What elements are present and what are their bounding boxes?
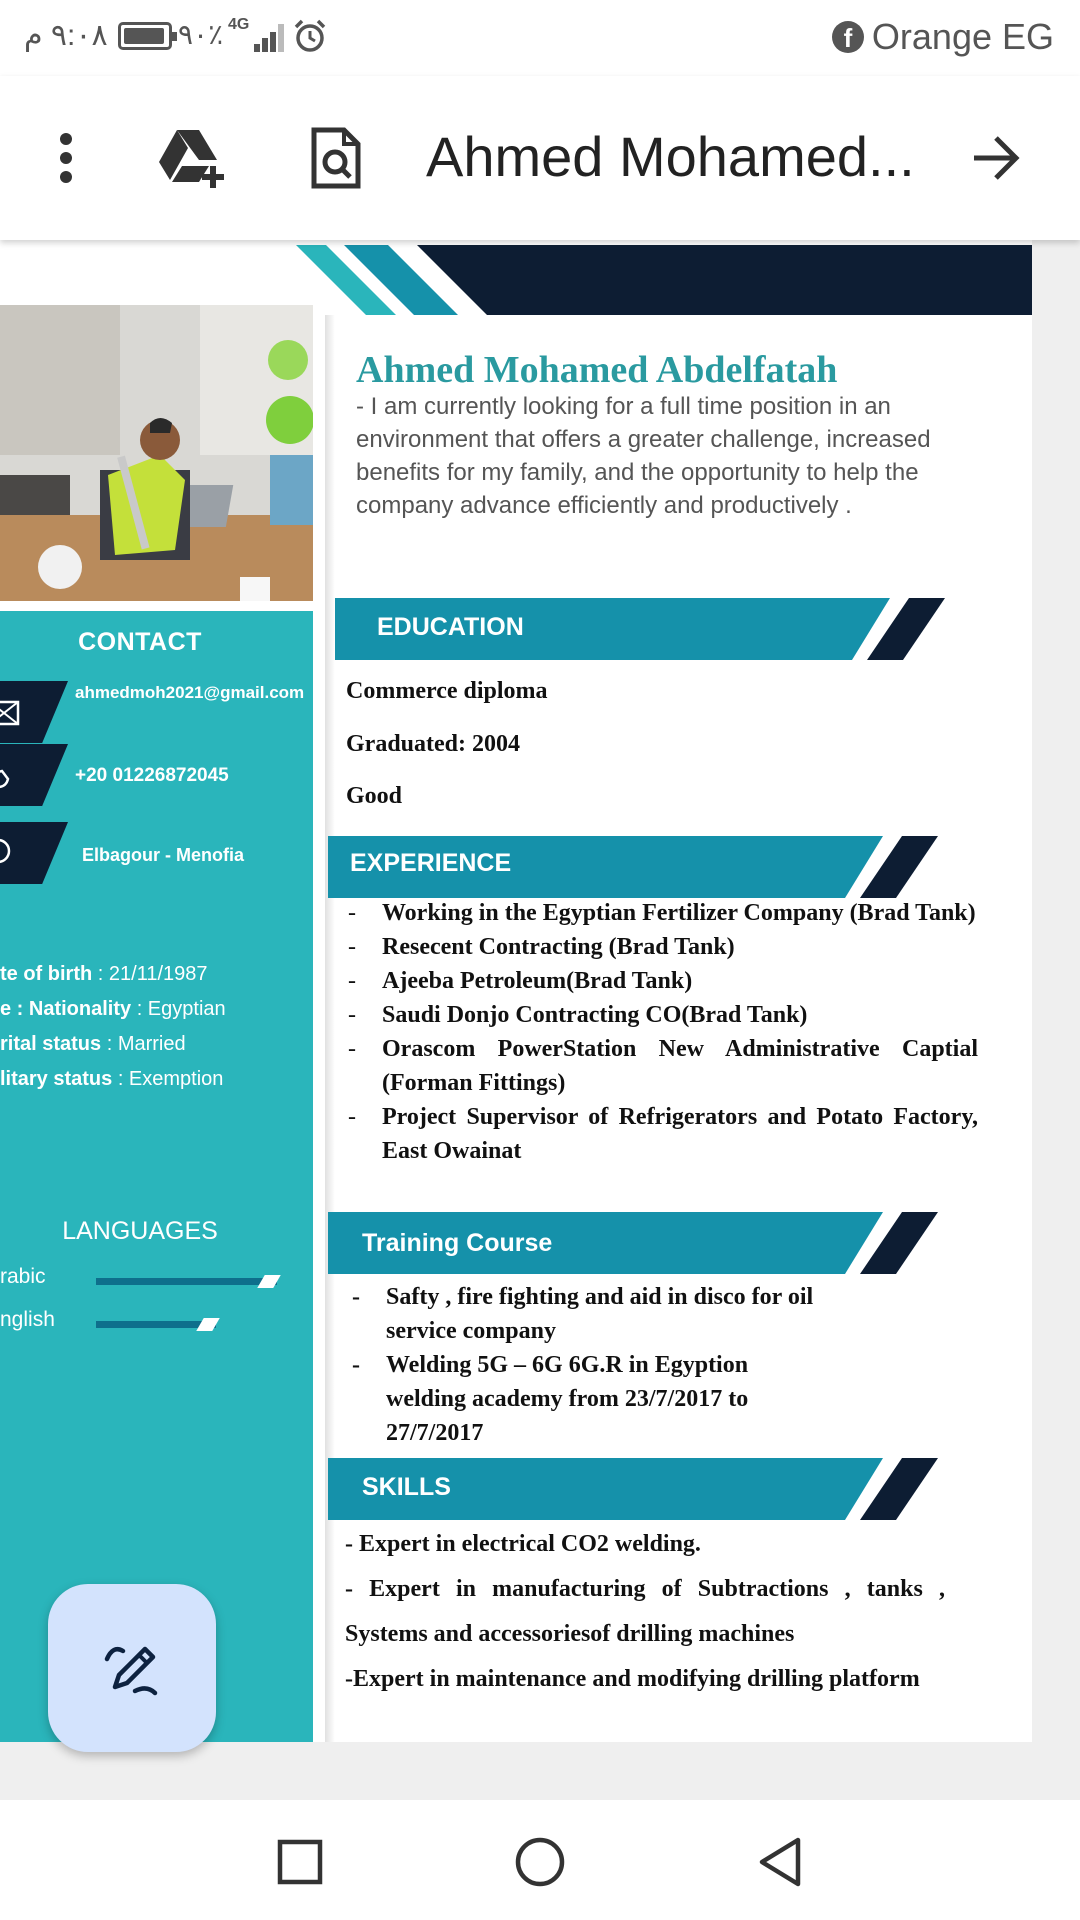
language-arabic-bar [96,1278,286,1285]
list-item: - Project Supervisor of Refrigerators and Potato Factory, East Owainat [348,1100,978,1168]
training-list [352,1280,832,1450]
location-badge [0,822,68,884]
experience-header [328,836,940,898]
more-vert-icon[interactable] [24,116,108,200]
languages-title: LANGUAGES [62,1217,218,1245]
status-bar [0,0,1080,76]
column-divider [313,315,325,1742]
experience-list [348,896,978,1168]
list-item: - Orascom PowerStation New Administrative Captial (Forman Fittings) [348,1032,978,1100]
header-stripe-dark [417,245,1032,315]
contact-email[interactable]: ahmedmoh2021@gmail.com [75,683,305,702]
resume-document[interactable] [0,240,1032,1742]
education-grade: Good [346,783,403,809]
info-birth: te of birth : 21/11/1987 [0,963,208,985]
email-icon [0,696,20,728]
edit-pen-icon [103,1639,161,1697]
phone-badge [0,744,68,806]
info-nationality: e : Nationality : Egyptian [0,998,226,1020]
list-item: - Expert in electrical CO2 welding. [345,1531,701,1557]
education-header [335,598,945,660]
skills-header [328,1458,940,1520]
battery-percent: ٩٠٪ [178,19,224,50]
list-item: - Safty , fire fighting and aid in disco for oil service company [352,1280,832,1348]
drive-add-icon[interactable] [150,116,234,200]
doc-search-icon[interactable] [294,116,378,200]
info-military: litary status : Exemption [0,1068,224,1090]
info-marital: rital status : Married [0,1033,186,1055]
training-title: Training Course [362,1229,553,1257]
network-type: 4G [228,16,250,33]
objective-text: - I am currently looking for a full time position in an environment that offers a greater challenge, increased benefits for my family, and the opportunity to help the company advance efficiently and productively . [356,393,931,519]
contact-title: CONTACT [78,628,202,656]
candidate-name: Ahmed Mohamed Abdelfatah [356,349,838,391]
app-bar [0,76,1080,240]
facebook-icon: f [832,21,864,53]
location-icon [0,837,20,869]
recents-icon[interactable] [268,1830,332,1894]
sidebar [0,611,325,1742]
list-item: - Expert in manufacturing of Subtractions , tanks , Systems and accessoriesof drilling machines [345,1576,945,1647]
list-item: - Resecent Contracting (Brad Tank) [348,930,978,964]
document-title: Ahmed Mohamed... [426,125,915,188]
language-arabic: rabic [0,1265,46,1288]
arrow-forward-icon[interactable] [954,116,1038,200]
list-item: - Saudi Donjo Contracting CO(Brad Tank) [348,998,978,1032]
phone-icon [0,759,20,791]
experience-title: EXPERIENCE [350,849,512,877]
back-icon[interactable] [748,1830,812,1894]
carrier-name: Orange EG [871,16,1054,57]
education-title: EDUCATION [377,613,524,641]
nav-bar [0,1800,1080,1920]
home-icon[interactable] [508,1830,572,1894]
list-item: - Ajeeba Petroleum(Brad Tank) [348,964,978,998]
education-degree: Commerce diploma [346,678,548,704]
list-item: -Expert in maintenance and modifying drilling platform [345,1666,920,1692]
skills-list [345,1522,945,1702]
battery-icon [118,22,172,50]
language-english: nglish [0,1308,55,1331]
education-graduated: Graduated: 2004 [346,731,520,757]
training-header [328,1212,940,1274]
list-item: - Working in the Egyptian Fertilizer Company (Brad Tank) [348,896,978,930]
alarm-icon [292,18,328,54]
status-time: ٩:٠٨ م [24,19,108,52]
signal-icon [244,20,284,52]
skills-title: SKILLS [362,1473,451,1501]
carrier [832,16,1054,58]
profile-photo [0,305,313,601]
language-english-bar [96,1321,286,1328]
list-item: - Welding 5G – 6G 6G.R in Egyption welding academy from 23/7/2017 to 27/7/2017 [352,1348,832,1450]
contact-phone[interactable]: +20 01226872045 [75,765,229,786]
edit-fab-button[interactable] [48,1584,216,1752]
contact-address: Elbagour - Menofia [82,845,244,865]
email-badge [0,681,68,743]
